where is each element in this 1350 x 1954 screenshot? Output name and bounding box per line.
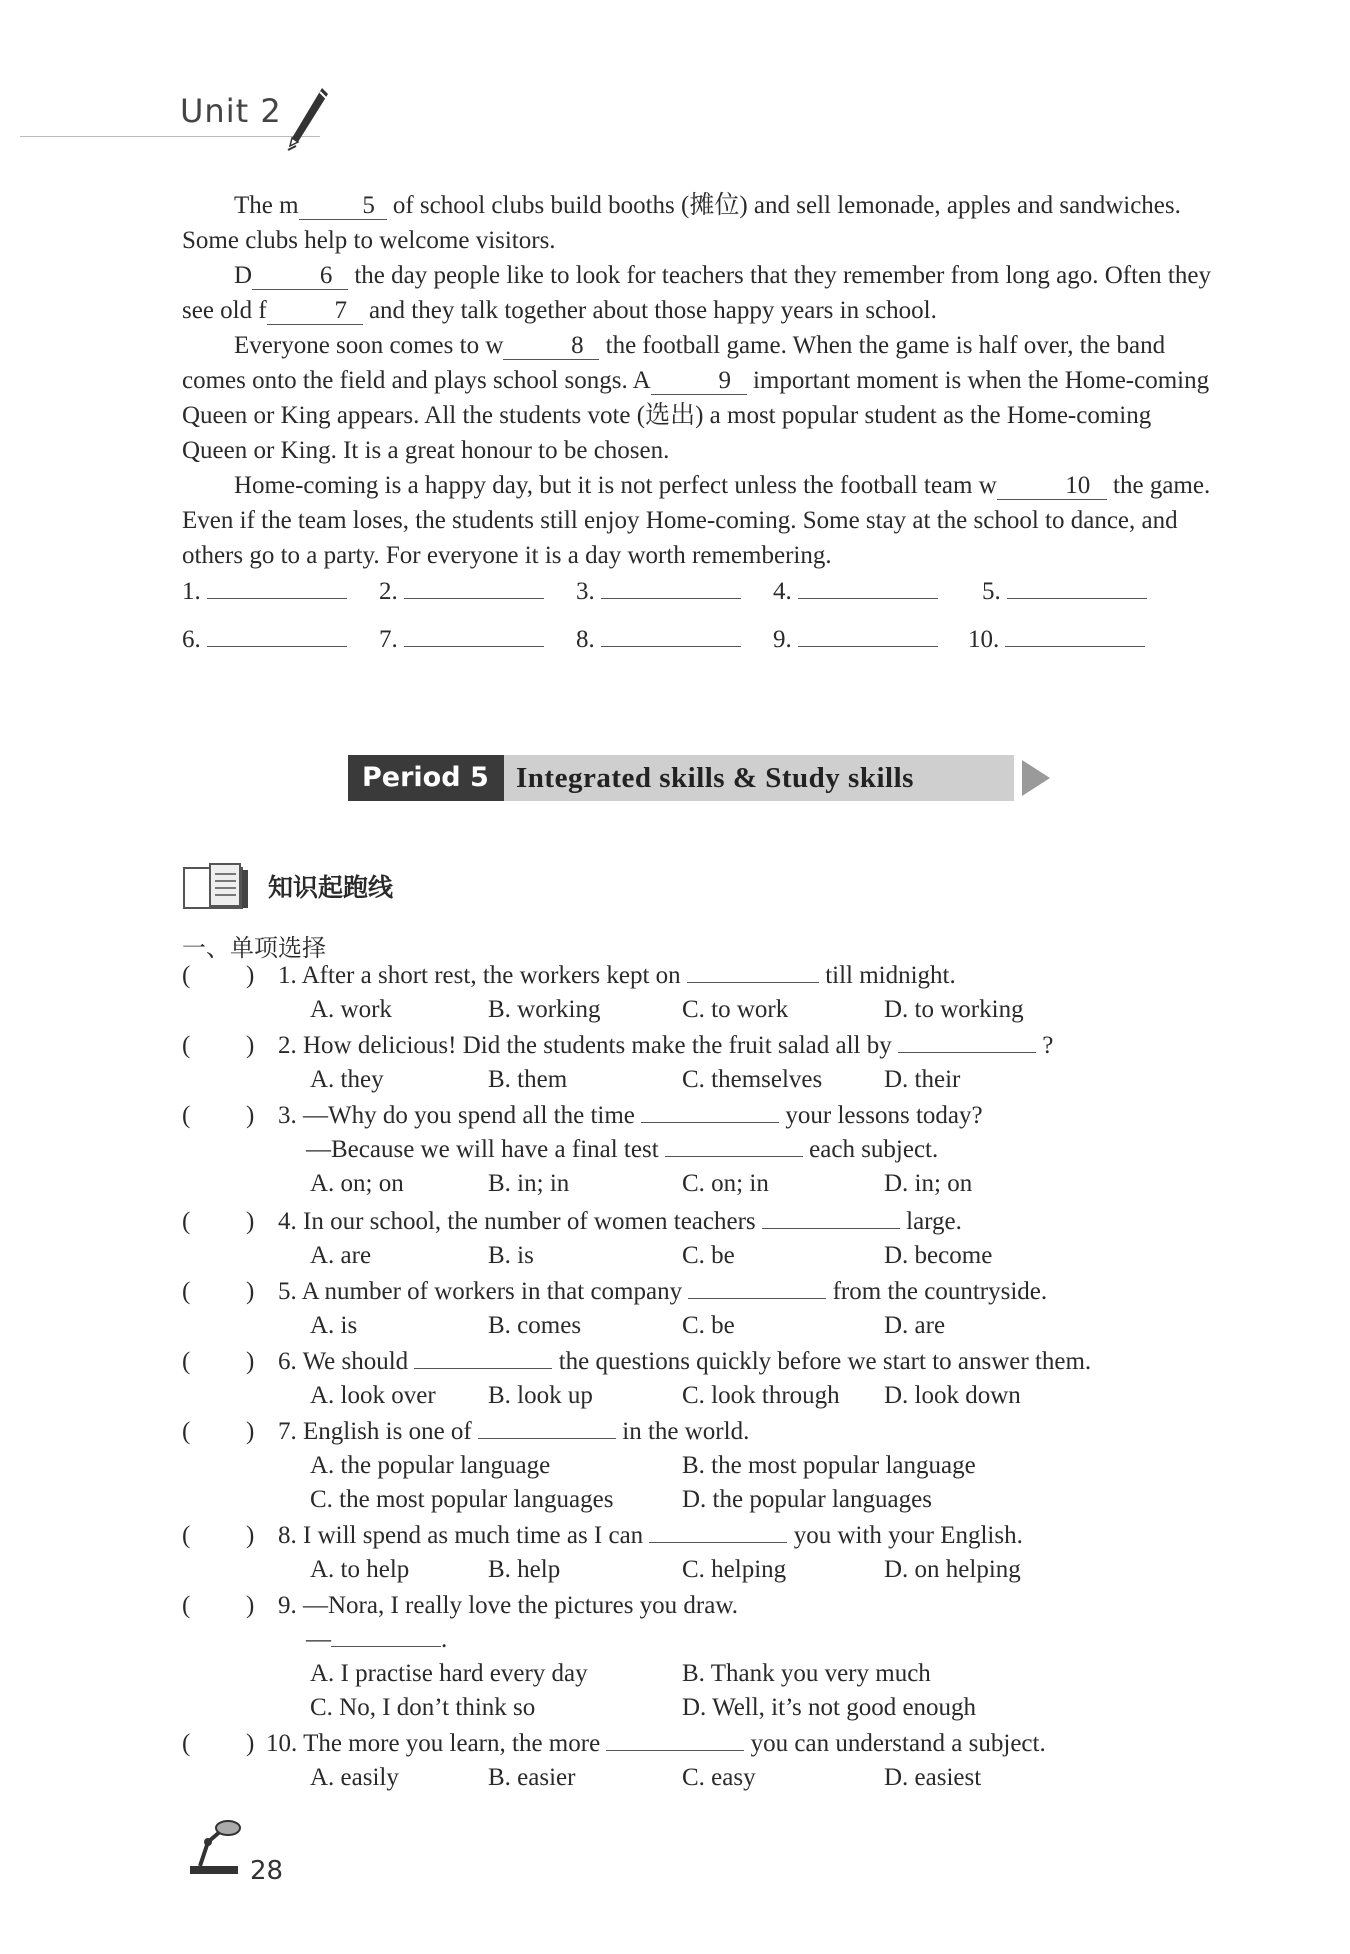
question-line bbox=[278, 1348, 1091, 1376]
question-text-end: from the countryside. bbox=[832, 1278, 1048, 1305]
cloze-blank-5[interactable]: 5 bbox=[299, 193, 387, 220]
period-label: Period 5 bbox=[348, 755, 504, 801]
question-line bbox=[278, 962, 956, 990]
option-c[interactable]: C. on; in bbox=[682, 1170, 769, 1197]
question-line bbox=[278, 1522, 1023, 1550]
option-d[interactable]: D. on helping bbox=[884, 1556, 1021, 1583]
answer-paren-close: ) bbox=[246, 1522, 255, 1549]
answer-blank[interactable] bbox=[649, 1542, 787, 1543]
option-c[interactable]: C. helping bbox=[682, 1556, 787, 1583]
answer-paren-open[interactable]: ( bbox=[182, 1418, 191, 1445]
answer-line-1[interactable]: 1. bbox=[182, 578, 347, 606]
cloze-blank-7[interactable]: 7 bbox=[267, 298, 363, 325]
option-a[interactable]: A. I practise hard every day bbox=[310, 1660, 588, 1687]
question-text: English is one of bbox=[303, 1418, 472, 1445]
question-number: 3. bbox=[278, 1102, 297, 1129]
option-d[interactable]: D. to working bbox=[884, 996, 1024, 1023]
question-text: After a short rest, the workers kept on bbox=[301, 962, 681, 989]
question-number: 2. bbox=[278, 1032, 297, 1059]
question-text: We should bbox=[302, 1348, 409, 1375]
option-c[interactable]: C. the most popular languages bbox=[310, 1486, 614, 1513]
answer-paren-close: ) bbox=[246, 1592, 255, 1619]
question-number: 8. bbox=[278, 1522, 297, 1549]
option-b[interactable]: B. them bbox=[488, 1066, 568, 1093]
question-text-end: you with your English. bbox=[793, 1522, 1023, 1549]
option-a[interactable]: A. the popular language bbox=[310, 1452, 551, 1479]
cloze-blank-6[interactable]: 6 bbox=[252, 263, 348, 290]
cloze-blank-8[interactable]: 8 bbox=[503, 333, 599, 360]
answer-line-7[interactable]: 7. bbox=[379, 626, 544, 654]
book-icon bbox=[182, 862, 252, 912]
question-line bbox=[278, 1102, 983, 1130]
unit-header bbox=[180, 92, 282, 130]
answer-line-6[interactable]: 6. bbox=[182, 626, 347, 654]
answer-paren-open[interactable]: ( bbox=[182, 1592, 191, 1619]
question-number: 9. bbox=[278, 1592, 297, 1619]
question-line bbox=[278, 1418, 749, 1446]
option-c[interactable]: C. look through bbox=[682, 1382, 840, 1409]
option-b[interactable]: B. look up bbox=[488, 1382, 593, 1409]
option-c[interactable]: C. to work bbox=[682, 996, 789, 1023]
option-d[interactable]: D. easiest bbox=[884, 1764, 982, 1791]
question-number: 10. bbox=[266, 1730, 298, 1757]
question-number: 5. bbox=[278, 1278, 297, 1305]
question-text: —Nora, I really love the pictures you draw. bbox=[303, 1592, 739, 1619]
option-a[interactable]: A. easily bbox=[310, 1764, 399, 1791]
question-text-end: the questions quickly before we start to answer them. bbox=[558, 1348, 1092, 1375]
answer-paren-close: ) bbox=[246, 1418, 255, 1445]
question-text: In our school, the number of women teachers bbox=[303, 1208, 756, 1235]
answer-paren-open[interactable]: ( bbox=[182, 1102, 191, 1129]
passage-paragraph-1: The m 5 of school clubs build booths (摊位) and sell lemonade, apples and sandwiches. Some clubs help to welcome visitors. bbox=[182, 192, 1181, 254]
cloze-blank-10[interactable]: 10 bbox=[997, 473, 1107, 500]
question-number: 6. bbox=[278, 1348, 297, 1375]
option-a[interactable]: A. look over bbox=[310, 1382, 436, 1409]
cloze-passage bbox=[182, 188, 1222, 573]
answer-blank[interactable] bbox=[414, 1368, 552, 1369]
answer-blank[interactable] bbox=[688, 1298, 826, 1299]
question-line bbox=[278, 1592, 738, 1620]
option-d[interactable]: D. their bbox=[884, 1066, 961, 1093]
arrow-right-icon bbox=[1022, 760, 1050, 796]
option-c[interactable]: C. be bbox=[682, 1242, 735, 1269]
option-d[interactable]: D. the popular languages bbox=[682, 1486, 932, 1513]
cloze-blank-9[interactable]: 9 bbox=[651, 368, 747, 395]
answer-paren-open[interactable]: ( bbox=[182, 1278, 191, 1305]
answer-paren-open[interactable]: ( bbox=[182, 1730, 191, 1757]
pen-icon bbox=[284, 84, 330, 154]
question-text-end: in the world. bbox=[622, 1418, 750, 1445]
answer-paren-close: ) bbox=[246, 1208, 255, 1235]
question-text: How delicious! Did the students make the fruit salad all by bbox=[303, 1032, 892, 1059]
answer-line-4[interactable]: 4. bbox=[773, 578, 938, 606]
answer-paren-close: ) bbox=[246, 1278, 255, 1305]
answer-blank[interactable] bbox=[665, 1156, 803, 1157]
question-number: 1. bbox=[278, 962, 297, 989]
question-line bbox=[266, 1730, 1046, 1758]
option-b[interactable]: B. in; in bbox=[488, 1170, 570, 1197]
question-text: I will spend as much time as I can bbox=[303, 1522, 644, 1549]
header-rule bbox=[20, 136, 320, 137]
question-text-end: till midnight. bbox=[825, 962, 956, 989]
answer-blank[interactable] bbox=[641, 1122, 779, 1123]
unit-title: Unit 2 bbox=[180, 92, 282, 130]
period-title: Integrated skills & Study skills bbox=[504, 755, 1014, 801]
question-text-end: you can understand a subject. bbox=[750, 1730, 1046, 1757]
answer-blank[interactable] bbox=[898, 1052, 1036, 1053]
answer-paren-open[interactable]: ( bbox=[182, 1522, 191, 1549]
answer-line-3[interactable]: 3. bbox=[576, 578, 741, 606]
section-title: 知识起跑线 bbox=[268, 873, 394, 902]
answer-paren-open[interactable]: ( bbox=[182, 1208, 191, 1235]
option-b[interactable]: B. Thank you very much bbox=[682, 1660, 931, 1687]
answer-blank[interactable] bbox=[762, 1228, 900, 1229]
option-a[interactable]: A. work bbox=[310, 996, 392, 1023]
question-line bbox=[278, 1278, 1047, 1306]
option-c[interactable]: C. be bbox=[682, 1312, 735, 1339]
question-text-end: ? bbox=[1042, 1032, 1054, 1059]
option-d[interactable]: D. in; on bbox=[884, 1170, 973, 1197]
question-text: —Why do you spend all the time bbox=[303, 1102, 635, 1129]
question-text: The more you learn, the more bbox=[303, 1730, 601, 1757]
page-number: 28 bbox=[250, 1856, 284, 1886]
option-d[interactable]: D. are bbox=[884, 1312, 946, 1339]
passage-paragraph-4: Home-coming is a happy day, but it is not perfect unless the football team w 10 the game. Even if the team loses, the students still enjoy Home-coming. Some stay at the school to dance, and others go to a party. For everyone it is a day worth remembering. bbox=[182, 472, 1211, 569]
question-line-2: —Because we will have a final test each subject. bbox=[306, 1136, 939, 1163]
option-c[interactable]: C. No, I don’t think so bbox=[310, 1694, 536, 1721]
option-d[interactable]: D. become bbox=[884, 1242, 993, 1269]
reply-line: — . bbox=[306, 1626, 448, 1653]
option-d[interactable]: D. Well, it’s not good enough bbox=[682, 1694, 977, 1721]
option-c[interactable]: C. easy bbox=[682, 1764, 756, 1791]
answer-paren-close: ) bbox=[246, 962, 255, 989]
exercise-subtitle: 一、单项选择 bbox=[182, 934, 326, 962]
answer-paren-close: ) bbox=[246, 1032, 255, 1059]
option-a[interactable]: A. they bbox=[310, 1066, 384, 1093]
question-line bbox=[278, 1208, 962, 1236]
answer-blank[interactable] bbox=[687, 982, 819, 983]
option-a[interactable]: A. is bbox=[310, 1312, 358, 1339]
option-b[interactable]: B. help bbox=[488, 1556, 561, 1583]
answer-line-9[interactable]: 9. bbox=[773, 626, 938, 654]
question-text-end: your lessons today? bbox=[785, 1102, 983, 1129]
answer-paren-open[interactable]: ( bbox=[182, 1032, 191, 1059]
question-line bbox=[278, 1032, 1053, 1060]
question-number: 4. bbox=[278, 1208, 297, 1235]
question-text-end: large. bbox=[906, 1208, 962, 1235]
answer-blank[interactable] bbox=[606, 1750, 744, 1751]
question-text: A number of workers in that company bbox=[301, 1278, 683, 1305]
option-a[interactable]: A. are bbox=[310, 1242, 372, 1269]
passage-paragraph-2: D 6 the day people like to look for teachers that they remember from long ago. Often they see old f 7 and they talk together about those happy years in school. bbox=[182, 262, 1211, 324]
passage-paragraph-3: Everyone soon comes to w 8 the football game. When the game is half over, the band comes onto the field and plays school songs. A 9 important moment is when the Home-coming Queen or King appears. All the students vote (选出) a most popular student as the Home-coming Queen or King. It is a great honour to be chosen. bbox=[182, 332, 1210, 464]
option-b[interactable]: B. the most popular language bbox=[682, 1452, 976, 1479]
option-b[interactable]: B. easier bbox=[488, 1764, 576, 1791]
option-b[interactable]: B. working bbox=[488, 996, 601, 1023]
answer-paren-open[interactable]: ( bbox=[182, 1348, 191, 1375]
option-d[interactable]: D. look down bbox=[884, 1382, 1021, 1409]
answer-line-10[interactable]: 10. bbox=[968, 626, 1145, 654]
answer-line-8[interactable]: 8. bbox=[576, 626, 741, 654]
period-banner bbox=[348, 755, 1014, 801]
answer-blank[interactable] bbox=[478, 1438, 616, 1439]
question-number: 7. bbox=[278, 1418, 297, 1445]
answer-paren-open[interactable]: ( bbox=[182, 962, 191, 989]
option-b[interactable]: B. is bbox=[488, 1242, 534, 1269]
answer-blank[interactable] bbox=[331, 1646, 441, 1647]
answer-line-5[interactable]: 5. bbox=[982, 578, 1147, 606]
answer-paren-close: ) bbox=[246, 1348, 255, 1375]
option-c[interactable]: C. themselves bbox=[682, 1066, 823, 1093]
lamp-icon bbox=[186, 1818, 246, 1878]
answer-line-2[interactable]: 2. bbox=[379, 578, 544, 606]
option-a[interactable]: A. on; on bbox=[310, 1170, 404, 1197]
option-b[interactable]: B. comes bbox=[488, 1312, 582, 1339]
option-a[interactable]: A. to help bbox=[310, 1556, 410, 1583]
answer-paren-close: ) bbox=[246, 1102, 255, 1129]
answer-paren-close: ) bbox=[246, 1730, 255, 1757]
